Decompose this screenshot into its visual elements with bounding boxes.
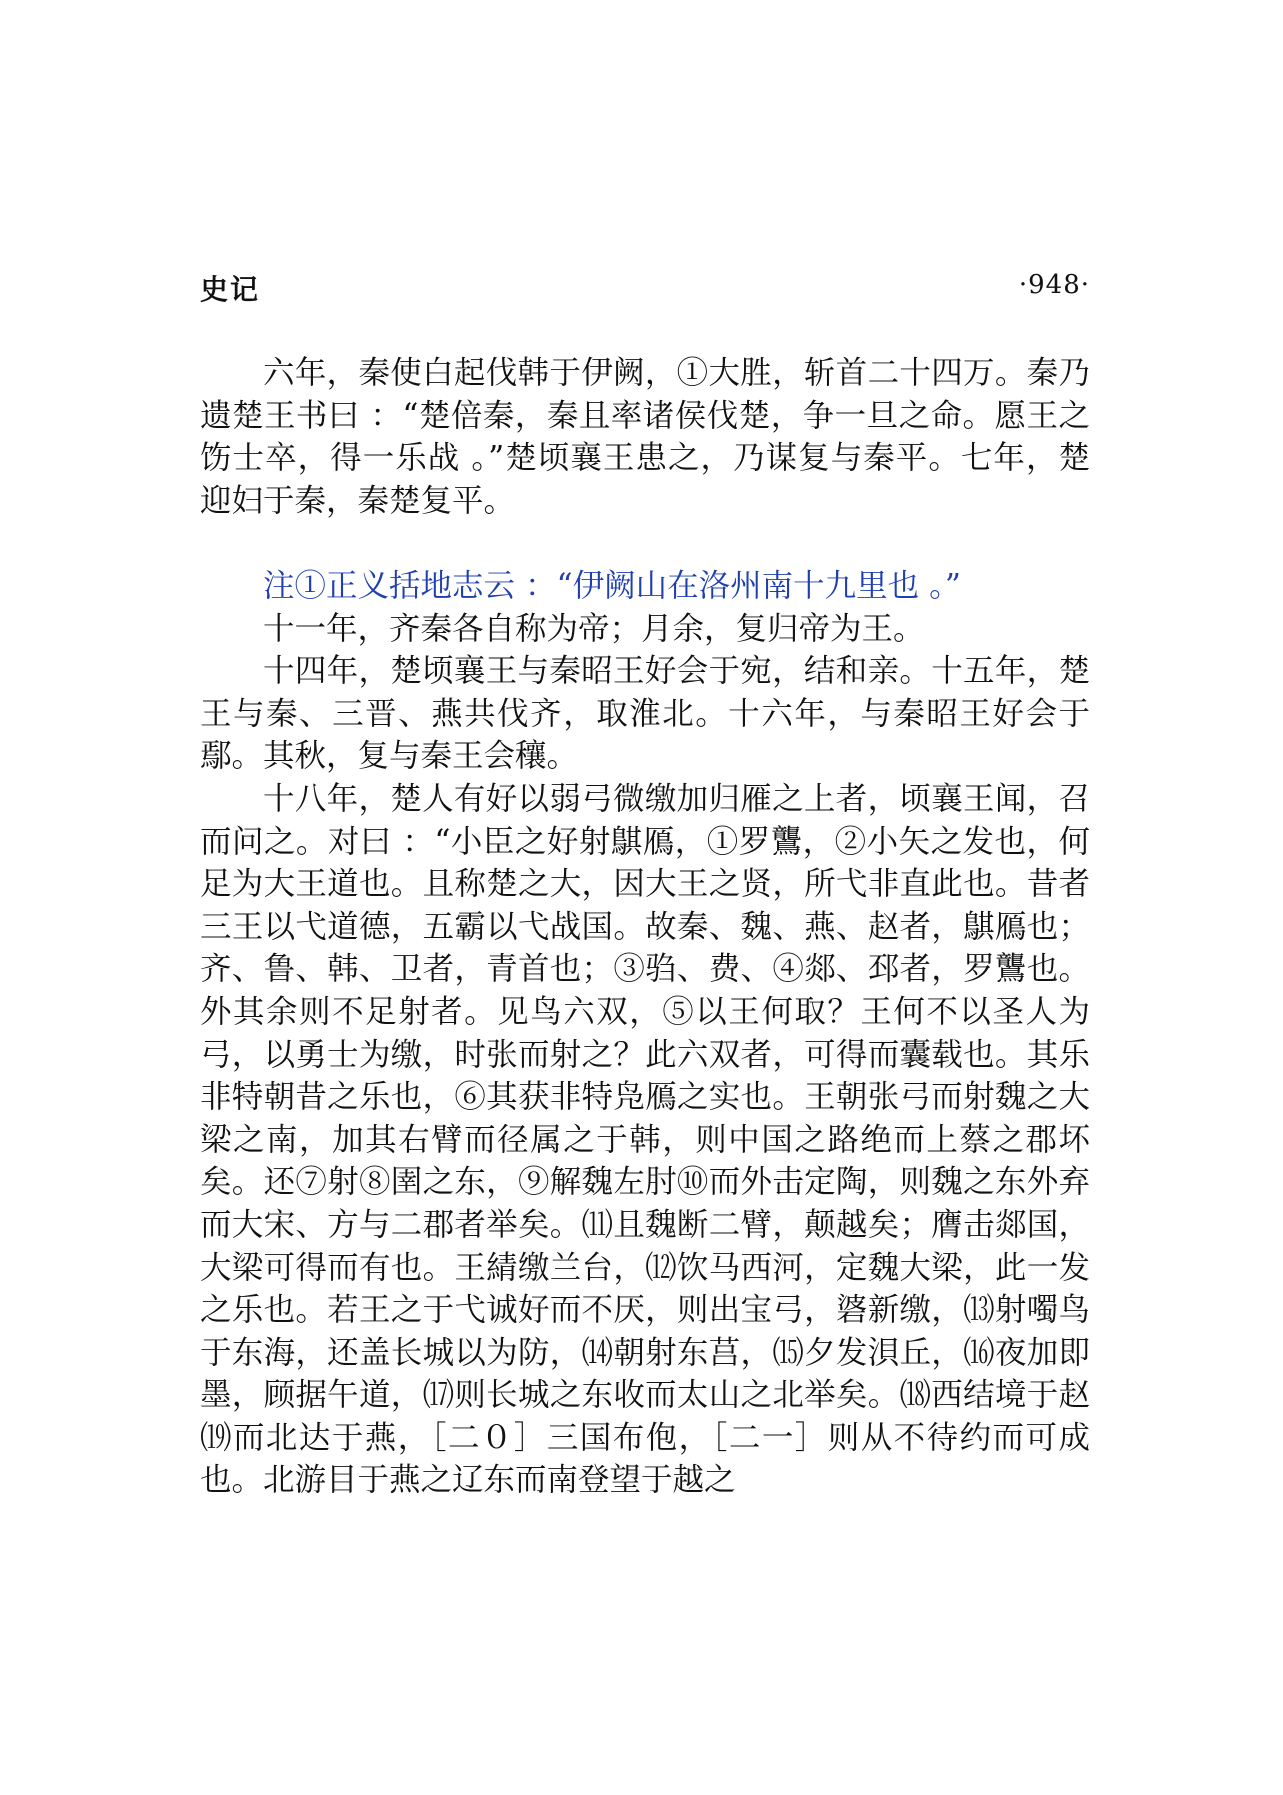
paragraph-year-six: 六年，秦使白起伐韩于伊阙，①大胜，斩首二十四万。秦乃遗楚王书曰 ：“楚倍秦，秦且率诸侯伐楚，争一旦之命。愿王之饬士卒，得一乐战 。”楚顷襄王患之，乃谋复与秦平。七年，楚迎妇于秦，秦楚复平。 [200, 355, 1090, 519]
annotation-note: 注①正义括地志云 ：“伊阙山在洛州南十九里也 。” [263, 568, 961, 604]
paragraph-year-fourteen: 十四年，楚顷襄王与秦昭王好会于宛，结和亲。十五年，楚王与秦、三晋、燕共伐齐，取淮北。十六年，与秦昭王好会于鄢。其秋，复与秦王会穰。 [200, 653, 1090, 775]
page-number: ·948· [1018, 270, 1090, 300]
paragraph-year-eleven: 十一年，齐秦各自称为帝；月余，复归帝为王。 [263, 610, 925, 647]
page-header [200, 268, 1090, 308]
body-text-top [200, 352, 1090, 522]
body-text-main [200, 565, 1090, 1502]
paragraph-year-eighteen: 十八年，楚人有好以弱弓微缴加归雁之上者，顷襄王闻，召而问之。对曰 ：“小臣之好射鶀鴈，①罗鸗，②小矢之发也，何足为大王道也。且称楚之大，因大王之贤，所弋非直此也。昔者三王以弋道德，五霸以弋战国。故秦、魏、燕、赵者，鶀鴈也；齐、鲁、韩、卫者，青首也；③驺、费、④郯、邳者，罗鸗也。外其余则不足射者。见鸟六双，⑤以王何取？王何不以圣人为弓，以勇士为缴，时张而射之？此六双者，可得而囊载也。其乐非特朝昔之乐也，⑥其获非特凫鴈之实也。王朝张弓而射魏之大梁之南，加其右臂而径属之于韩，则中国之路绝而上蔡之郡坏矣。还⑦射⑧圉之东，⑨解魏左肘⑩而外击定陶，则魏之东外弃而大宋、方与二郡者举矣。⑾且魏断二臂，颠越矣；膺击郯国，大梁可得而有也。王綪缴兰台，⑿饮马西河，定魏大梁，此一发之乐也。若王之于弋诚好而不厌，则出宝弓，碆新缴，⒀射噣鸟于东海，还盖长城以为防，⒁朝射东莒，⒂夕发浿丘，⒃夜加即墨，顾据午道，⒄则长城之东收而太山之北举矣。⒅西结境于赵⒆而北达于燕，［二０］三国布佨，［二一］则从不待约而可成也。北游目于燕之辽东而南登望于越之 [200, 780, 1090, 1499]
book-title: 史记 [200, 273, 261, 306]
